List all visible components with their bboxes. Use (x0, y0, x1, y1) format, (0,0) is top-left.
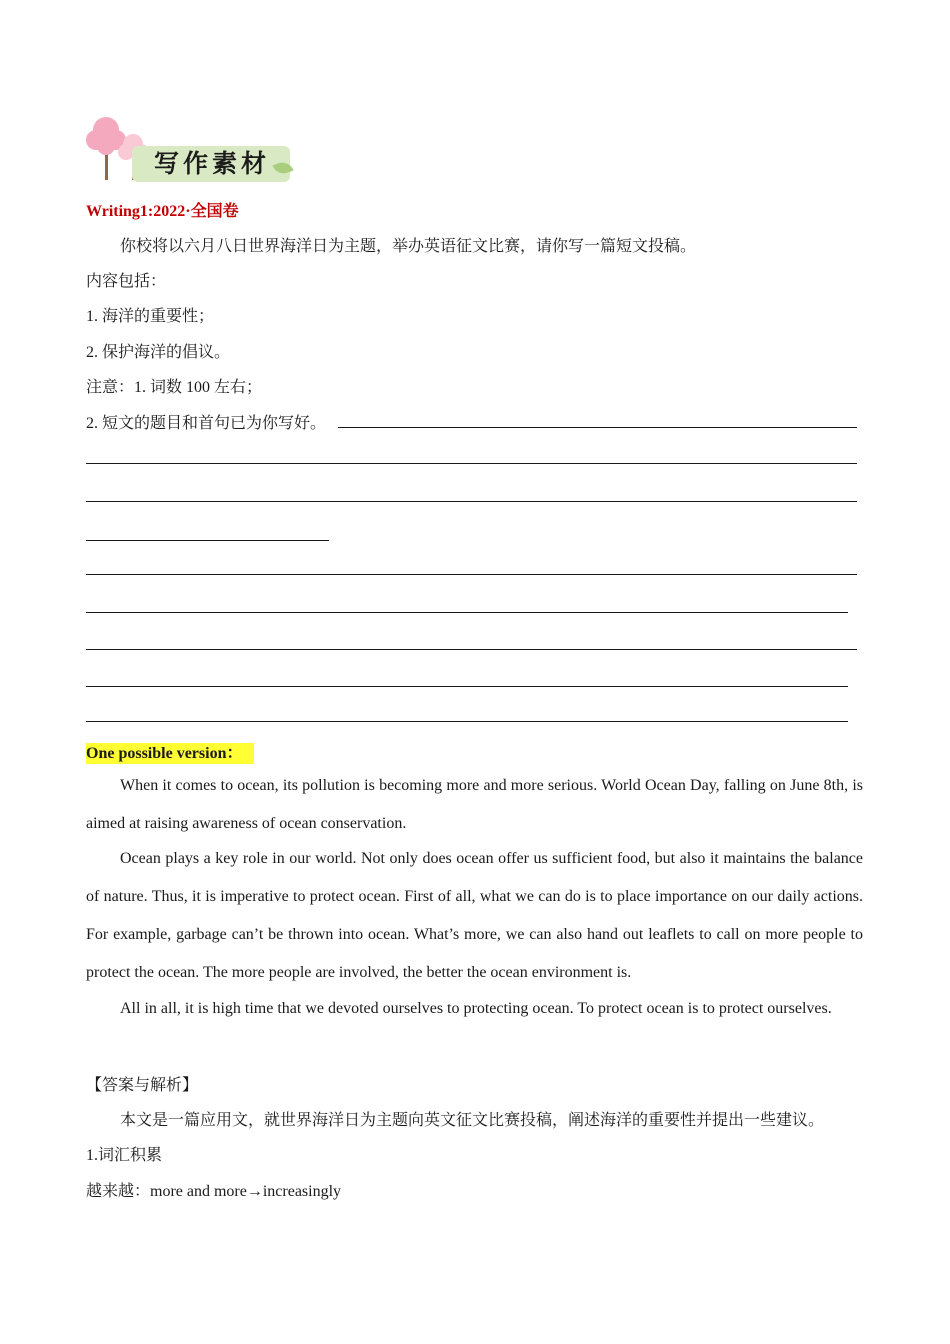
answer-paragraph-3: All in all, it is high time that we devoted ourselves to protecting ocean. To protect ocean is to protect ourselves. (120, 1000, 832, 1017)
analysis-title: 【答案与解析】 (86, 1077, 199, 1094)
content-label: 内容包括： (86, 273, 167, 290)
answer-label-wrap (86, 740, 254, 763)
banner-title: 写作素材 (154, 149, 271, 178)
answer-blank-line[interactable] (86, 463, 857, 464)
note-2: 2. 短文的题目和首句已为你写好。 (86, 415, 327, 432)
vocab-item: 越来越：more and more→increasingly (86, 1183, 342, 1200)
answer-paragraph-2: Ocean plays a key role in our world. Not only does ocean offer us sufficient food, but also it maintains the balance of nature. Thus, it is imperative to protect ocean. First of all, what we can do is to place importance on our daily actions. For example, garbage can’t be thrown into ocean. What’s more, we can also hand out leaflets to call on more people to protect the ocean. The more people are involved, the better the ocean environment is. (86, 850, 863, 981)
task-point-1: 1. 海洋的重要性； (86, 308, 215, 325)
vocab-section-title: 1.词汇积累 (86, 1147, 163, 1164)
answer-blank-line[interactable] (86, 612, 848, 613)
answer-label: One possible version： (86, 743, 254, 764)
answer-blank-line[interactable] (86, 574, 857, 575)
answer-blank-line[interactable] (86, 721, 848, 722)
answer-blank-line[interactable] (86, 501, 857, 502)
section-banner (86, 110, 296, 188)
answer-blank-line[interactable] (338, 427, 857, 428)
task-prompt: 你校将以六月八日世界海洋日为主题，举办英语征文比赛，请你写一篇短文投稿。 (120, 238, 697, 255)
answer-blank-line[interactable] (86, 649, 857, 650)
answer-blank-line[interactable] (86, 540, 329, 541)
task-heading: Writing1:2022·全国卷 (86, 203, 239, 220)
answer-blank-line[interactable] (86, 686, 848, 687)
task-point-2: 2. 保护海洋的倡议。 (86, 344, 231, 361)
analysis-summary: 本文是一篇应用文，就世界海洋日为主题向英文征文比赛投稿，阐述海洋的重要性并提出一些建议。 (120, 1112, 825, 1129)
note-1: 注意：1. 词数 100 左右； (86, 379, 263, 396)
answer-paragraph-1: When it comes to ocean, its pollution is becoming more and more serious. World Ocean Day, falling on June 8th, is aimed at raising awareness of ocean conservation. (86, 777, 863, 832)
